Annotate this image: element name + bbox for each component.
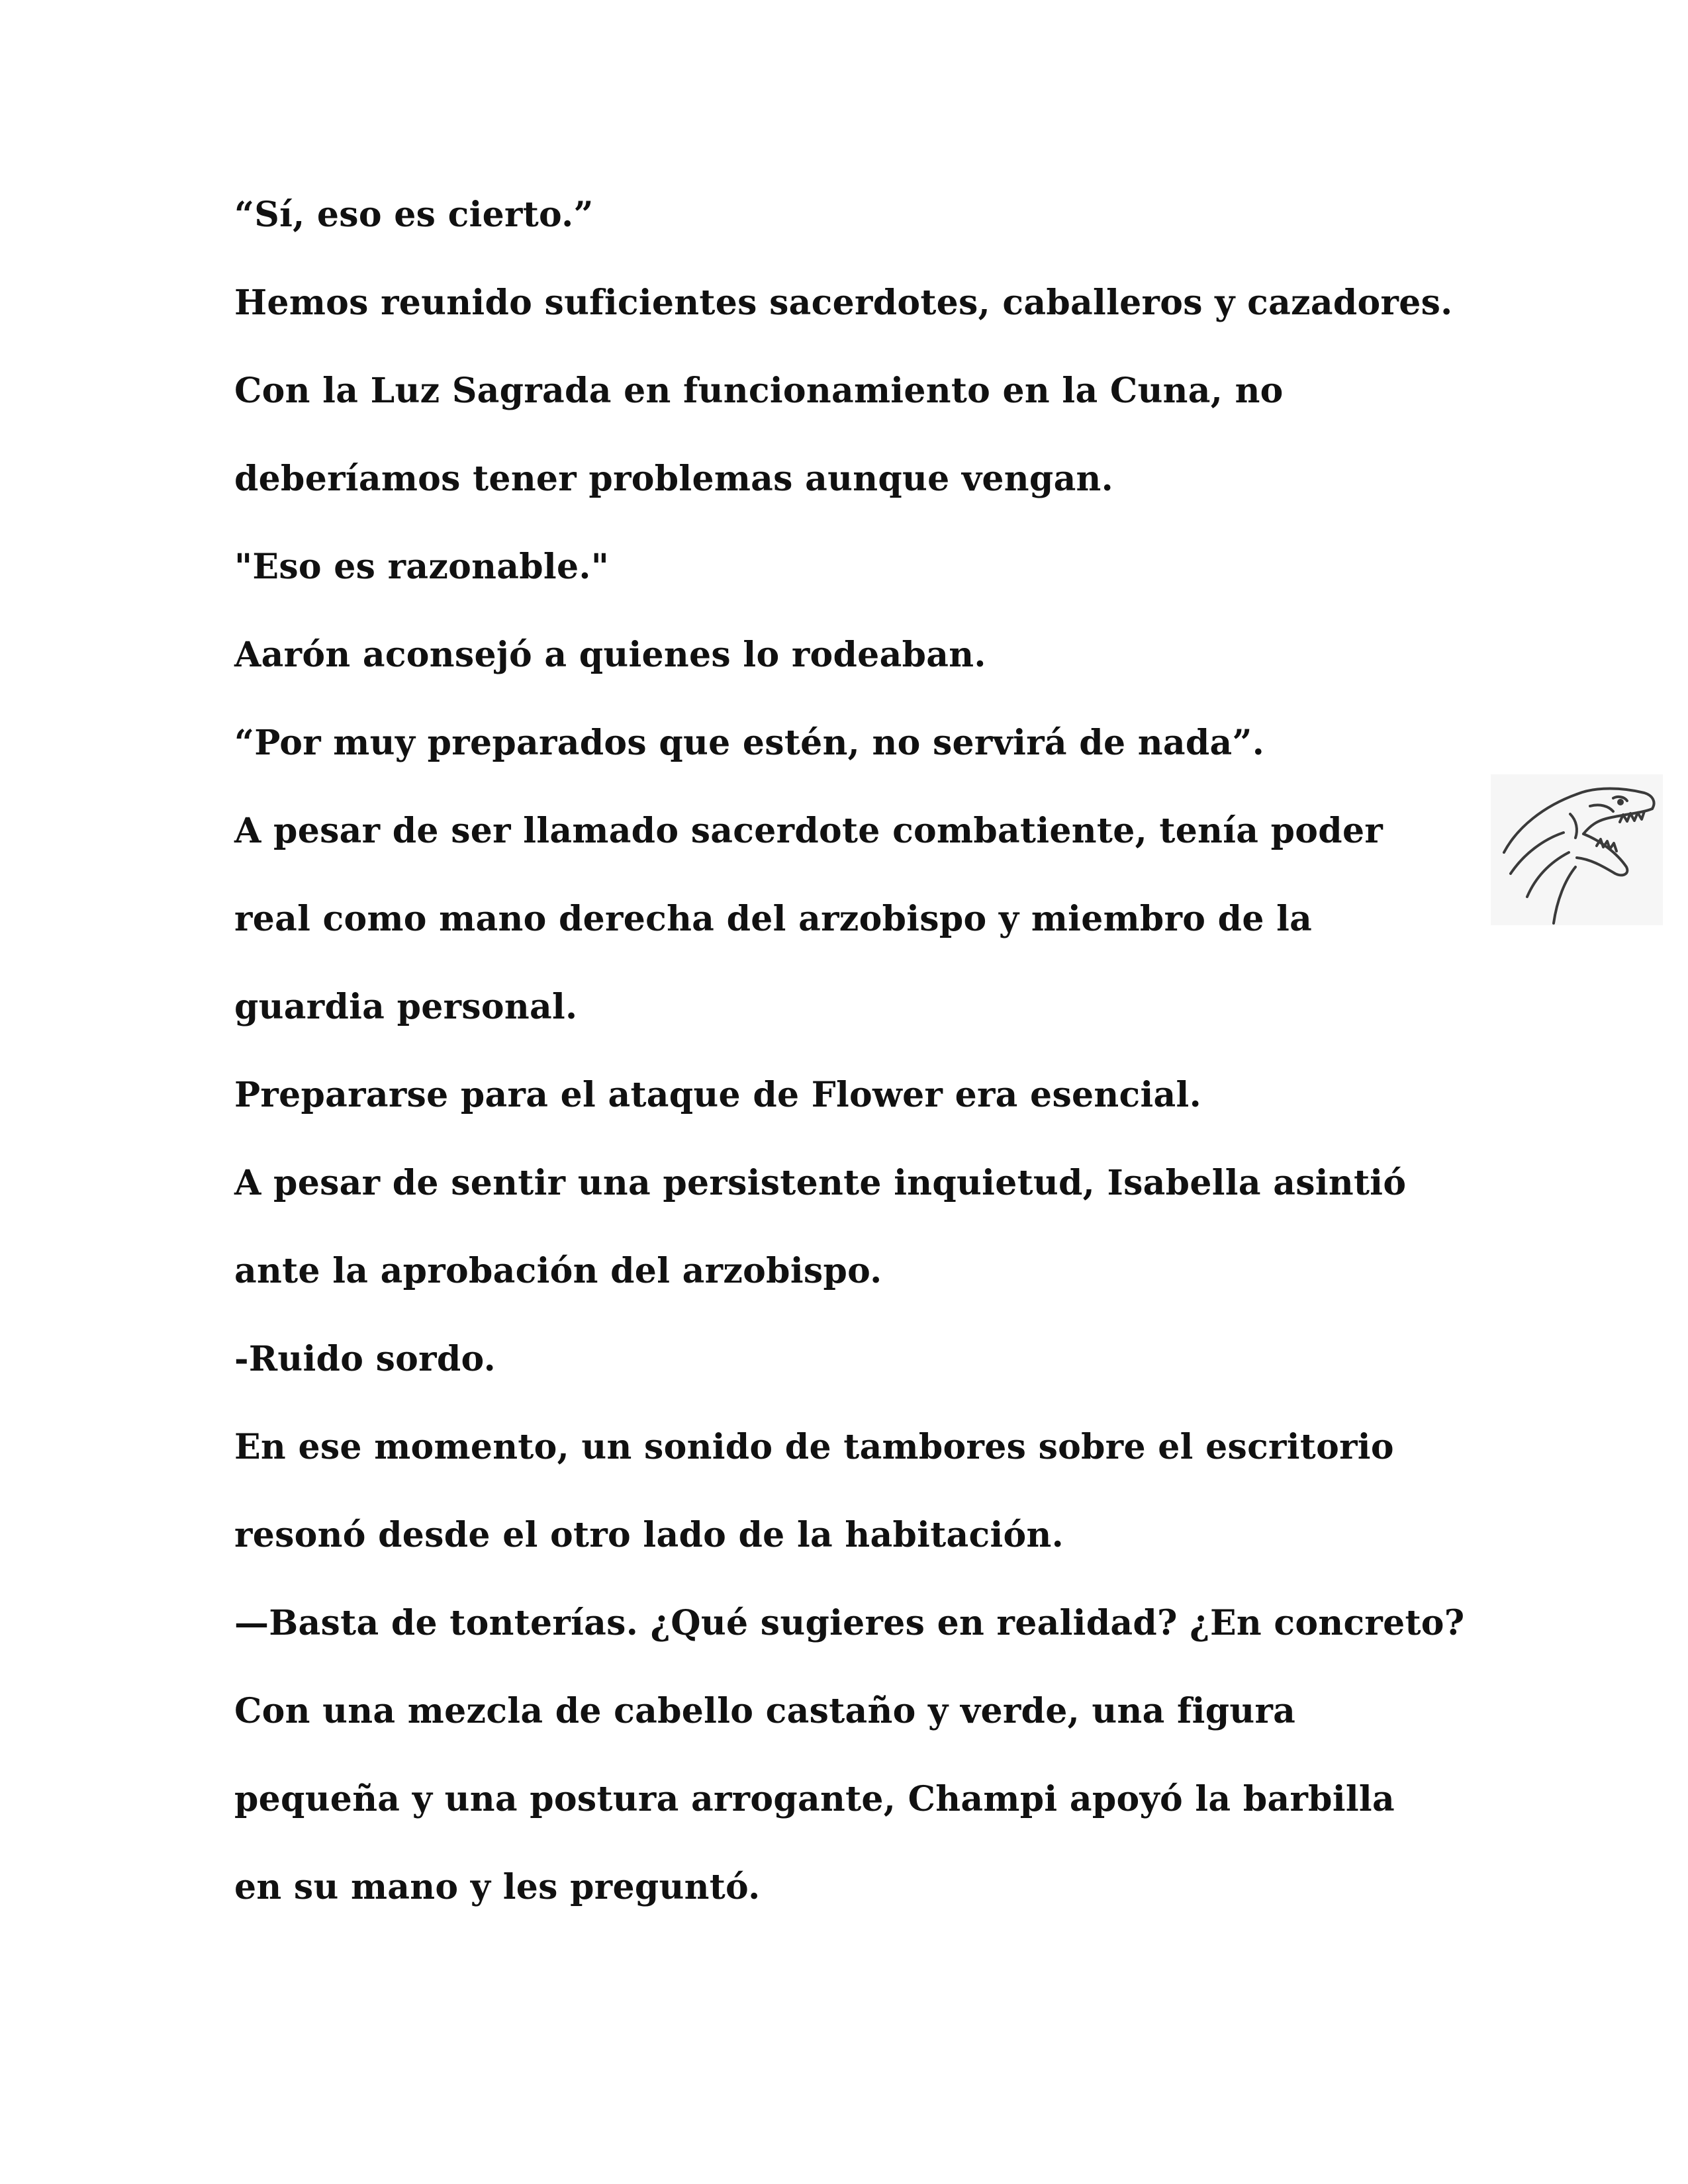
text-line-1: “Sí, eso es cierto.” xyxy=(234,195,594,235)
text-line-17: —Basta de tonterías. ¿Qué sugieres en realidad? ¿En concreto? xyxy=(234,1603,1465,1643)
text-line-16: resonó desde el otro lado de la habitación. xyxy=(234,1515,1064,1555)
text-line-7: “Por muy preparados que estén, no servirá de nada”. xyxy=(234,723,1265,763)
text-line-5: "Eso es razonable." xyxy=(234,547,610,587)
text-line-3: Con la Luz Sagrada en funcionamiento en la Cuna, no xyxy=(234,371,1284,411)
text-line-11: Prepararse para el ataque de Flower era esencial. xyxy=(234,1075,1201,1115)
text-line-9: real como mano derecha del arzobispo y miembro de la xyxy=(234,899,1313,939)
text-line-12: A pesar de sentir una persistente inquietud, Isabella asintió xyxy=(234,1163,1407,1203)
text-line-20: en su mano y les preguntó. xyxy=(234,1867,761,1907)
text-line-15: En ese momento, un sonido de tambores sobre el escritorio xyxy=(234,1427,1394,1467)
text-line-18: Con una mezcla de cabello castaño y verde, una figura xyxy=(234,1691,1296,1731)
text-line-6: Aarón aconsejó a quienes lo rodeaban. xyxy=(234,635,986,675)
dinosaur-head-icon xyxy=(1491,774,1663,925)
text-line-8: A pesar de ser llamado sacerdote combatiente, tenía poder xyxy=(234,811,1383,851)
text-line-19: pequeña y una postura arrogante, Champi apoyó la barbilla xyxy=(234,1779,1395,1819)
text-line-10: guardia personal. xyxy=(234,987,578,1027)
text-line-14: -Ruido sordo. xyxy=(234,1339,496,1379)
text-line-13: ante la aprobación del arzobispo. xyxy=(234,1251,882,1291)
text-line-4: deberíamos tener problemas aunque vengan. xyxy=(234,459,1114,499)
text-line-2: Hemos reunido suficientes sacerdotes, caballeros y cazadores. xyxy=(234,283,1453,323)
